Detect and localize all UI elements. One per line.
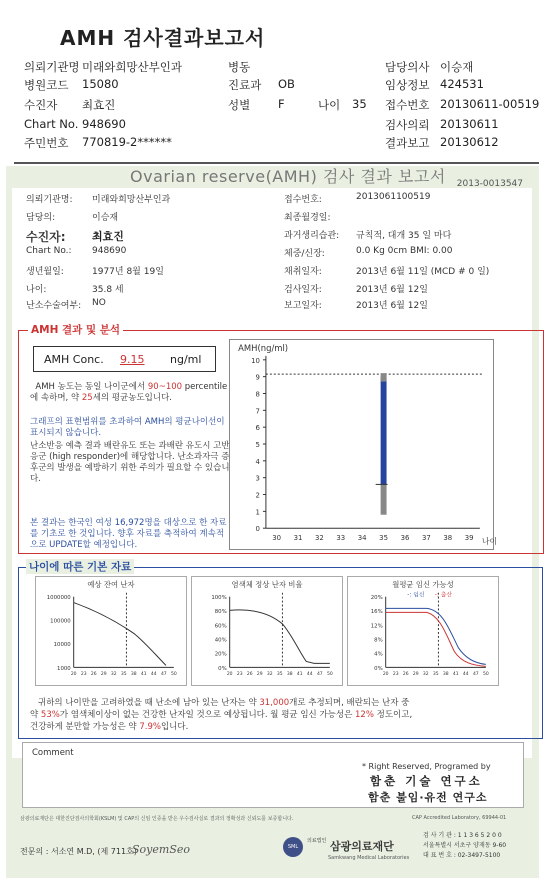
mini-x-tick-label: 35 [432, 672, 439, 678]
mini-x-tick-label: 20 [226, 672, 233, 678]
remaining-eggs-curve [74, 603, 166, 666]
mini-x-tick-label: 44 [306, 672, 313, 678]
amh-x-tick-label: 38 [443, 534, 453, 543]
mini-x-tick-label: 41 [140, 672, 147, 678]
report-field-value: 최효진 [92, 230, 124, 243]
mini-x-tick-label: 50 [482, 672, 489, 678]
report-field-key: 보고일자: [284, 301, 322, 311]
s3p: 7.9% [139, 722, 161, 732]
mini-title: 예상 잔여 난자 [87, 579, 135, 589]
normal-ratio-curve [230, 610, 330, 664]
amh-x-tick-label: 39 [464, 534, 474, 543]
para1-a: AMH 농도는 동일 나이군에서 [35, 382, 146, 392]
mini-x-tick-label: 20 [70, 672, 77, 678]
amh-x-tick-label: 36 [400, 534, 410, 543]
report-field-key: Chart No.: [26, 246, 72, 256]
s2r: 12% [355, 710, 374, 720]
amh-section-label: AMH 결과 및 분석 [28, 322, 123, 337]
age-section-label: 나이에 따른 기본 자료 [26, 559, 134, 574]
report-field-value: 0.0 Kg 0cm BMI: 0.00 [356, 246, 453, 256]
lab-name-2: 함춘 불임·유전 연구소 [368, 791, 488, 804]
report-field-key: 생년월일: [26, 267, 64, 277]
amh-x-tick-label: 32 [314, 534, 324, 543]
mini-y-tick-label: 4% [374, 651, 383, 658]
amh-chart [229, 339, 498, 550]
org-logo-icon: SML [283, 837, 303, 857]
header-key: 병동 [228, 60, 251, 74]
mini-x-tick-label: 47 [160, 672, 167, 678]
header-key: 접수번호 [385, 98, 430, 112]
mini-x-tick-label: 23 [236, 672, 243, 678]
mini-title: 염색체 정상 난자 비율 [231, 579, 303, 589]
header-key: 검사의뢰 [385, 118, 430, 132]
report-field-key: 과거생리습관: [284, 231, 340, 241]
s1a: 귀하의 나이만을 고려하였을 때 난소에 남아 있는 난자는 약 [38, 698, 257, 708]
amh-x-tick-label: 37 [421, 534, 431, 543]
pregnancy-curve [386, 608, 486, 664]
mini-y-tick-label: 0% [218, 665, 227, 672]
report-field-value: 2013년 6월 12일 [356, 301, 428, 311]
header-key: Chart No. [24, 117, 79, 131]
signature: SoyemSeo [132, 843, 190, 856]
contact-line-3: 대 표 번 호 : 02-3497-5100 [423, 852, 501, 859]
amh-y-tick-label: 5 [255, 440, 260, 449]
mini-x-tick-label: 23 [392, 672, 399, 678]
amh-gray-high-bar [381, 373, 387, 381]
mini-x-tick-label: 38 [130, 672, 137, 678]
mini-x-tick-label: 32 [422, 672, 429, 678]
s2c: 정도이고, [376, 710, 413, 720]
report-field-key: 최종월경일: [284, 213, 331, 223]
header-key: 진료과 [228, 78, 262, 92]
amh-y-tick-label: 4 [255, 457, 260, 466]
report-field-value: 35.8 세 [92, 285, 124, 295]
header-key: 결과보고 [385, 136, 430, 150]
mini-y-tick-label: 60% [214, 623, 227, 630]
mini-y-tick-label: 1000 [57, 665, 71, 672]
mini-y-tick-label: 10000 [53, 642, 71, 649]
report-field-value: 이승재 [92, 213, 119, 223]
amh-gray-low-bar [381, 484, 387, 514]
pregnancy-chance-chart [347, 576, 499, 686]
legend-birth: -: 출산 [434, 592, 453, 599]
amh-y-tick-label: 9 [255, 373, 260, 382]
amh-y-tick-label: 2 [255, 491, 260, 500]
accreditation-note: 삼광의료재단은 대한진단검사의학회(KSLM) 및 CAP의 신임 인증을 받은 우수검사실로 결과의 정확성과 신뢰도를 보증합니다. [20, 816, 294, 822]
amh-y-tick-label: 8 [255, 390, 260, 399]
header-value: 이승재 [440, 60, 474, 74]
mini-y-tick-label: 80% [214, 609, 227, 616]
mini-x-tick-label: 26 [402, 672, 409, 678]
amh-x-tick-label: 34 [357, 534, 367, 543]
header-value: 948690 [82, 117, 126, 131]
para1-b: percentile에 속하며, 약 [30, 382, 228, 403]
amh-y-tick-label: 6 [255, 424, 260, 433]
report-field-key: 검사일자: [284, 285, 322, 295]
amh-para-3: 난소반응 예측 결과 배란유도 또는 과배란 유도시 고반응군 (high responder)에 해당합니다. 난소과자극 증후군의 발생을 예방하기 위한 주의가 필요할 수 있습니다. [30, 441, 230, 484]
s2a: 약 [30, 710, 39, 720]
normal-egg-ratio-chart [191, 576, 343, 686]
amh-x-tick-label: 33 [336, 534, 346, 543]
mini-x-tick-label: 50 [326, 672, 333, 678]
s1n: 31,000 [259, 698, 290, 708]
header-value: 미래와희망산부인과 [82, 60, 182, 74]
header-key: 주민번호 [24, 136, 69, 150]
header-value: 20130611 [440, 117, 499, 131]
mini-y-tick-label: 20% [370, 595, 383, 602]
report-field-value: 규칙적, 대개 35 일 마다 [356, 231, 452, 241]
mini-x-tick-label: 32 [110, 672, 117, 678]
mini-x-tick-label: 47 [472, 672, 479, 678]
mini-y-tick-label: 20% [214, 651, 227, 658]
birth-curve [386, 612, 486, 666]
report-field-key: 채취일자: [284, 267, 322, 277]
report-field-value: 948690 [92, 246, 127, 256]
comment-label: Comment [32, 748, 74, 758]
header-value: 770819-2****** [82, 135, 172, 149]
amh-para-1 [30, 382, 230, 404]
mini-y-tick-label: 16% [370, 609, 383, 616]
report-field-value: NO [92, 298, 106, 308]
contact-line-2: 서울특별시 서초구 양재동 9-60 [423, 842, 507, 849]
summary-line-2 [30, 708, 412, 720]
mini-x-tick-label: 41 [296, 672, 303, 678]
mini-y-tick-label: 12% [370, 623, 383, 630]
mini-x-tick-label: 50 [170, 672, 177, 678]
lab-name-1: 함춘 기술 연구소 [370, 774, 483, 788]
amh-conc-value: 9.15 [120, 353, 145, 366]
mini-x-tick-label: 20 [382, 672, 389, 678]
amh-x-tick-label: 31 [293, 534, 303, 543]
s2b: 가 염색체이상이 없는 건강한 난자일 것으로 예상됩니다. 월 평균 임신 가능성은 [59, 710, 353, 720]
amh-para-4: 본 결과는 한국인 여성 16,972명을 대상으로 한 자료를 기초로 한 것입니다. 향후 자료를 축적하여 계속적으로 UPDATE할 예정입니다. [30, 518, 227, 550]
mini-x-tick-label: 29 [100, 672, 107, 678]
report-field-value: 미래와희망산부인과 [92, 195, 171, 205]
amh-x-label: 나이 [481, 537, 498, 547]
s1b: 개로 추정되며, 배란되는 난자 중 [289, 698, 410, 708]
amh-y-tick-label: 10 [251, 356, 260, 365]
report-serial: 2013-0013547 [456, 179, 523, 189]
mini-y-tick-label: 100000 [50, 618, 71, 625]
cap-accreditation: CAP Accredited Laboratory, 69944-01 [412, 815, 507, 821]
header-key: 수진자 [24, 98, 58, 112]
amh-y-tick-label: 0 [255, 525, 260, 534]
mini-x-tick-label: 47 [316, 672, 323, 678]
s3b: 입니다. [160, 722, 189, 732]
header-value: F [278, 97, 285, 111]
org-name: 삼광의료재단 [330, 840, 394, 853]
amh-conc-label: AMH Conc. [44, 353, 104, 366]
mini-x-tick-label: 44 [150, 672, 157, 678]
contact-info [423, 831, 506, 861]
amh-y-tick-label: 1 [255, 508, 260, 517]
header-value: 20130611-00519 [440, 97, 540, 111]
mini-x-tick-label: 38 [442, 672, 449, 678]
mini-x-tick-label: 26 [246, 672, 253, 678]
report-field-key: 수진자: [26, 230, 66, 244]
mini-x-tick-label: 32 [266, 672, 273, 678]
para1-age: 25 [81, 393, 93, 403]
mini-x-tick-label: 38 [286, 672, 293, 678]
report-field-key: 담당의: [26, 213, 56, 223]
header-key: 성별 [228, 98, 251, 112]
mini-x-tick-label: 35 [276, 672, 283, 678]
remaining-eggs-chart [35, 576, 187, 686]
org-subtitle: Samkwang Medical Laboratories [328, 855, 410, 861]
header-key: 담당의사 [385, 60, 430, 74]
amh-blue-bar [381, 377, 387, 485]
header-key: 병원코드 [24, 78, 69, 92]
amh-x-tick-label: 35 [379, 534, 388, 543]
s2p: 53% [40, 710, 60, 720]
mini-x-tick-label: 26 [90, 672, 97, 678]
summary-line-1 [38, 696, 409, 708]
amh-y-tick-label: 3 [255, 474, 260, 483]
amh-para-2: 그래프의 표현범위를 초과하여 AMH의 평균나이선이 표시되지 않습니다. [30, 417, 225, 438]
report-field-value: 2013년 6월 12일 [356, 285, 428, 295]
header-value: 20130612 [440, 135, 499, 149]
mini-x-tick-label: 23 [80, 672, 87, 678]
report-field-key: 의뢰기관명: [26, 195, 73, 205]
report-field-value: 2013061100519 [356, 192, 431, 202]
mini-x-tick-label: 41 [452, 672, 459, 678]
mini-y-tick-label: 1000000 [46, 595, 71, 602]
report-field-value: 2013년 6월 11일 (MCD # 0 일) [356, 267, 490, 277]
report-field-value: 1977년 8월 19일 [92, 267, 164, 277]
mini-x-tick-label: 35 [120, 672, 127, 678]
mini-x-tick-label: 29 [412, 672, 419, 678]
amh-y-tick-label: 7 [255, 407, 260, 416]
report-field-key: 체중/신장: [284, 249, 325, 259]
report-field-key: 난소수술여부: [26, 301, 82, 311]
mini-x-tick-label: 44 [462, 672, 469, 678]
header-key: 임상정보 [385, 78, 430, 92]
s3a: 건강하게 분만할 가능성은 약 [30, 722, 137, 732]
mini-y-tick-label: 0% [374, 665, 383, 672]
doctor-name: 전문의 : 서소연 M.D, (제 711호) [20, 847, 137, 856]
header-value: 424531 [440, 77, 484, 91]
header-value: 35 [352, 97, 367, 111]
mini-y-tick-label: 8% [374, 637, 383, 644]
mini-x-tick-label: 29 [256, 672, 263, 678]
contact-line-1: 검 사 기 관 : 1 1 3 6 5 2 0 0 [423, 832, 502, 839]
legend-pregnancy: -: 임신 [407, 592, 425, 599]
amh-x-tick-label: 30 [272, 534, 282, 543]
mini-title: 월평균 임신 가능성 [392, 579, 454, 589]
report-title: Ovarian reserve(AMH) 검사 결과 보고서 [130, 167, 446, 186]
mini-y-tick-label: 100% [211, 595, 227, 602]
amh-conc-unit: ng/ml [170, 353, 202, 366]
header-value: 15080 [82, 77, 119, 91]
header-key: 나이 [318, 98, 341, 112]
page-title: AMH 검사결과보고서 [60, 26, 266, 50]
header-value: OB [278, 77, 295, 91]
header-value: 최효진 [82, 98, 116, 112]
report-field-key: 접수번호: [284, 195, 322, 205]
summary-line-3 [30, 720, 188, 732]
org-type: 의료법인 [307, 838, 327, 844]
para1-c: 세의 평균농도입니다. [92, 393, 173, 403]
para1-range: 90~100 [147, 382, 183, 392]
amh-y-label: AMH(ng/ml) [238, 342, 289, 353]
mini-y-tick-label: 40% [214, 637, 227, 644]
rights-text: * Right Reserved, Programed by [362, 762, 491, 771]
header-key: 의뢰기관명 [24, 60, 80, 74]
report-field-key: 나이: [26, 285, 47, 295]
